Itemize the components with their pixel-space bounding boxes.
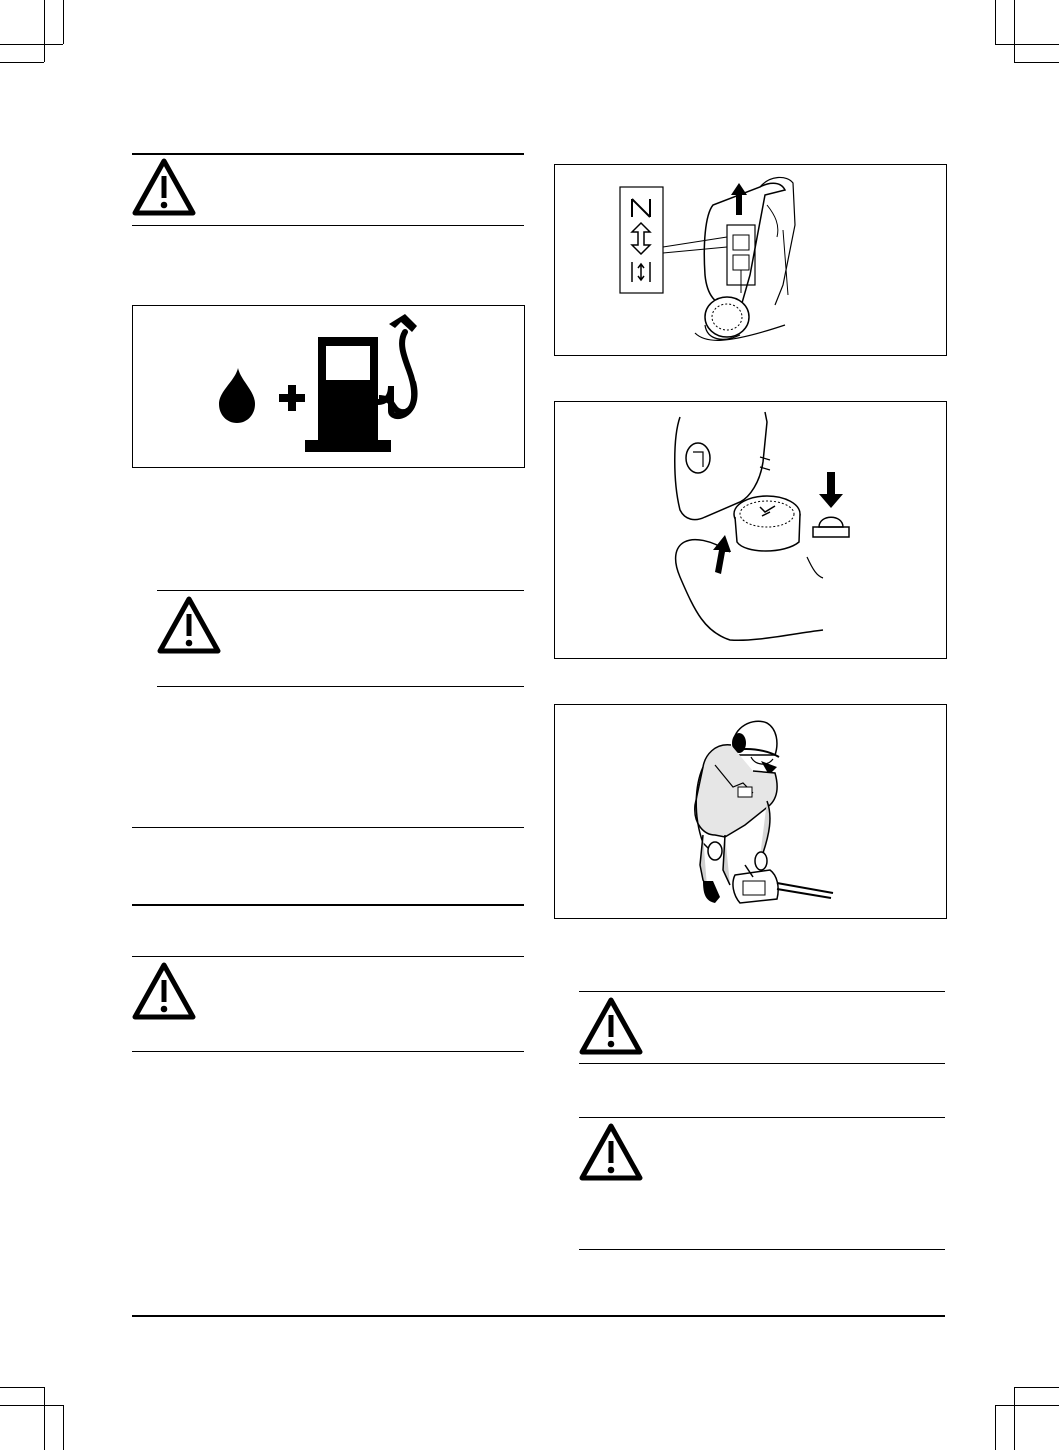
crop-mark-tl-v1 [44, 0, 45, 62]
warning-4-top-rule [579, 991, 945, 992]
warning-2-bottom-rule [157, 686, 524, 687]
crop-mark-tr-v2 [1014, 0, 1015, 62]
crop-mark-br-h1 [995, 1405, 1059, 1406]
warning-triangle-icon [579, 997, 643, 1055]
operator-starting-figure [554, 704, 947, 919]
warning-5-bottom-rule [579, 1249, 945, 1250]
choke-lever-figure [554, 164, 947, 356]
section-rule-2 [132, 904, 524, 906]
primer-bulb-figure [554, 401, 947, 659]
warning-1-bottom-rule [132, 225, 524, 226]
crop-mark-br-v1 [995, 1405, 996, 1450]
crop-mark-br-h2 [1014, 1387, 1059, 1388]
warning-4-bottom-rule [579, 1063, 945, 1064]
warning-3-bottom-rule [132, 1051, 524, 1052]
warning-1-top-rule [132, 153, 524, 155]
crop-mark-tr-h1 [995, 44, 1059, 45]
warning-triangle-icon [132, 962, 196, 1020]
warning-5-top-rule [579, 1117, 945, 1118]
crop-mark-bl-v2 [63, 1405, 64, 1450]
crop-mark-bl-h1 [0, 1387, 44, 1388]
crop-mark-tl-v2 [63, 0, 64, 44]
crop-mark-br-v2 [1014, 1387, 1015, 1450]
warning-triangle-icon [579, 1123, 643, 1181]
section-rule-1 [132, 827, 524, 828]
crop-mark-tl-h2 [0, 62, 44, 63]
crop-mark-bl-v1 [44, 1387, 45, 1450]
warning-3-top-rule [132, 956, 524, 957]
crop-mark-tr-h2 [1014, 62, 1059, 63]
oil-plus-fuel-pump-icon [133, 306, 526, 469]
warning-triangle-icon [132, 158, 196, 216]
warning-triangle-icon [157, 596, 221, 654]
primer-bulb-icon [813, 472, 849, 537]
crop-mark-tr-v1 [995, 0, 996, 44]
choke-symbols-icon [620, 187, 663, 293]
crop-mark-bl-h2 [0, 1405, 63, 1406]
footer-rule [132, 1315, 945, 1317]
crop-mark-tl-h1 [0, 44, 63, 45]
oil-fuel-figure [132, 305, 525, 468]
warning-2-top-rule [157, 590, 524, 591]
